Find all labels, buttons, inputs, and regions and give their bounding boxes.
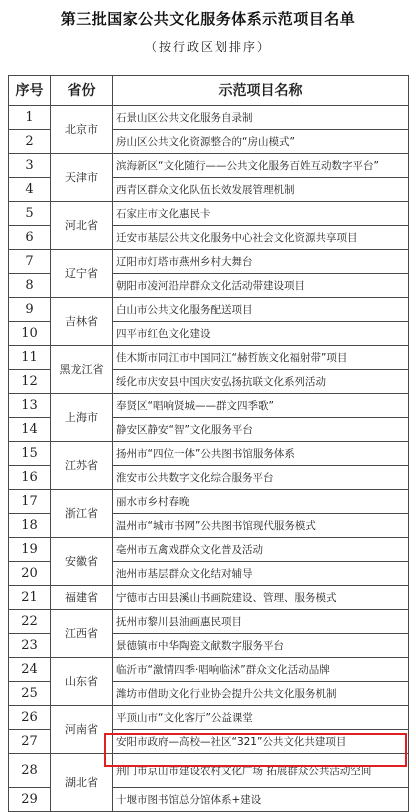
province-cell: 吉林省: [51, 298, 113, 346]
project-name-cell: 池州市基层群众文化结对辅导: [113, 562, 409, 586]
row-number: 9: [9, 298, 51, 322]
table-row: [9, 250, 409, 274]
header-province: 省份: [51, 76, 113, 106]
province-cell: 湖北省: [51, 754, 113, 812]
table-row: [9, 658, 409, 682]
row-number: 24: [9, 658, 51, 682]
project-name-cell: 安阳市政府—高校—社区“321”公共文化共建项目: [113, 730, 409, 754]
row-number: 16: [9, 466, 51, 490]
project-name-cell: 石家庄市文化惠民卡: [113, 202, 409, 226]
row-number: 5: [9, 202, 51, 226]
row-number: 2: [9, 130, 51, 154]
row-number: 15: [9, 442, 51, 466]
province-cell: 江西省: [51, 610, 113, 658]
page-title: 第三批国家公共文化服务体系示范项目名单: [60, 10, 356, 28]
project-name-cell: 温州市“城市书网”公共图书馆现代服务模式: [113, 514, 409, 538]
project-name-cell: 平顶山市“文化客厅”公益课堂: [113, 706, 409, 730]
row-number: 7: [9, 250, 51, 274]
project-name-cell: 十堰市图书馆总分馆体系+建设: [113, 788, 409, 812]
province-cell: 福建省: [51, 586, 113, 610]
row-number: 6: [9, 226, 51, 250]
row-number: 21: [9, 586, 51, 610]
province-cell: 山东省: [51, 658, 113, 706]
table-row: [9, 394, 409, 418]
table-row: [9, 154, 409, 178]
province-cell: 黑龙江省: [51, 346, 113, 394]
province-cell: 上海市: [51, 394, 113, 442]
row-number: 23: [9, 634, 51, 658]
project-name-cell: 滨海新区“文化随行——公共文化服务百姓互动数字平台”: [113, 154, 409, 178]
project-name-cell: 扬州市“四位一体”公共图书馆服务体系: [113, 442, 409, 466]
project-name-cell: 潍坊市借助文化行业协会提升公共文化服务机制: [113, 682, 409, 706]
table-row: [9, 538, 409, 562]
project-name-cell: 荆门市京山市建设农村文化广场 拓展群众公共活动空间: [113, 754, 409, 788]
row-number: 19: [9, 538, 51, 562]
row-number: 22: [9, 610, 51, 634]
project-name-cell: 奉贤区“唱响贤城——群文四季歌”: [113, 394, 409, 418]
row-number: 28: [9, 754, 51, 788]
project-name-cell: 白山市公共文化服务配送项目: [113, 298, 409, 322]
project-name-cell: 房山区公共文化资源整合的“房山模式”: [113, 130, 409, 154]
province-cell: 河南省: [51, 706, 113, 754]
project-name-cell: 朝阳市凌河沿岸群众文化活动带建设项目: [113, 274, 409, 298]
project-name-cell: 佳木斯市同江市中国同江“赫哲族文化福射带”项目: [113, 346, 409, 370]
row-number: 8: [9, 274, 51, 298]
province-cell: 北京市: [51, 106, 113, 154]
project-name-cell: 绥化市庆安县中国庆安弘扬抗联文化系列活动: [113, 370, 409, 394]
project-name-cell: 临沂市“激情四季·唱响临沭”群众文化活动品牌: [113, 658, 409, 682]
table-row: [9, 610, 409, 634]
table-header-row: [9, 76, 409, 106]
project-name-cell: 辽阳市灯塔市燕州乡村大舞台: [113, 250, 409, 274]
table-row: [9, 490, 409, 514]
table-row: [9, 346, 409, 370]
project-name-cell: 亳州市五禽戏群众文化普及活动: [113, 538, 409, 562]
row-number: 11: [9, 346, 51, 370]
header-project: 示范项目名称: [113, 76, 409, 106]
project-name-cell: 宁德市古田县溪山书画院建设、管理、服务模式: [113, 586, 409, 610]
project-name-cell: 石景山区公共文化服务自录制: [113, 106, 409, 130]
row-number: 18: [9, 514, 51, 538]
row-number: 4: [9, 178, 51, 202]
project-name-cell: 迁安市基层公共文化服务中心社会文化资源共享项目: [113, 226, 409, 250]
table-row: [9, 202, 409, 226]
province-cell: 浙江省: [51, 490, 113, 538]
project-name-cell: 景德镇市中华陶瓷文献数字服务平台: [113, 634, 409, 658]
province-cell: 河北省: [51, 202, 113, 250]
row-number: 3: [9, 154, 51, 178]
header-num: 序号: [9, 76, 51, 106]
row-number: 14: [9, 418, 51, 442]
project-name-cell: 淮安市公共数字文化综合服务平台: [113, 466, 409, 490]
row-number: 10: [9, 322, 51, 346]
table-row: [9, 442, 409, 466]
row-number: 13: [9, 394, 51, 418]
table-row: [9, 106, 409, 130]
province-cell: 江苏省: [51, 442, 113, 490]
row-number: 20: [9, 562, 51, 586]
row-number: 26: [9, 706, 51, 730]
project-name-cell: 西青区群众文化队伍长效发展管理机制: [113, 178, 409, 202]
table-row: [9, 298, 409, 322]
province-cell: 天津市: [51, 154, 113, 202]
row-number: 27: [9, 730, 51, 754]
project-name-cell: 抚州市黎川县油画惠民项目: [113, 610, 409, 634]
project-name-cell: 四平市红色文化建设: [113, 322, 409, 346]
table-row: [9, 706, 409, 730]
table-row: [9, 586, 409, 610]
table-row: [9, 754, 409, 788]
row-number: 12: [9, 370, 51, 394]
project-table: [8, 75, 409, 812]
project-name-cell: 丽水市乡村春晚: [113, 490, 409, 514]
row-number: 25: [9, 682, 51, 706]
row-number: 1: [9, 106, 51, 130]
page-subtitle: （按行政区划排序）: [144, 40, 271, 54]
table-body: [9, 106, 409, 812]
province-cell: 安徽省: [51, 538, 113, 586]
province-cell: 辽宁省: [51, 250, 113, 298]
project-name-cell: 静安区静安“智”文化服务平台: [113, 418, 409, 442]
row-number: 17: [9, 490, 51, 514]
row-number: 29: [9, 788, 51, 812]
